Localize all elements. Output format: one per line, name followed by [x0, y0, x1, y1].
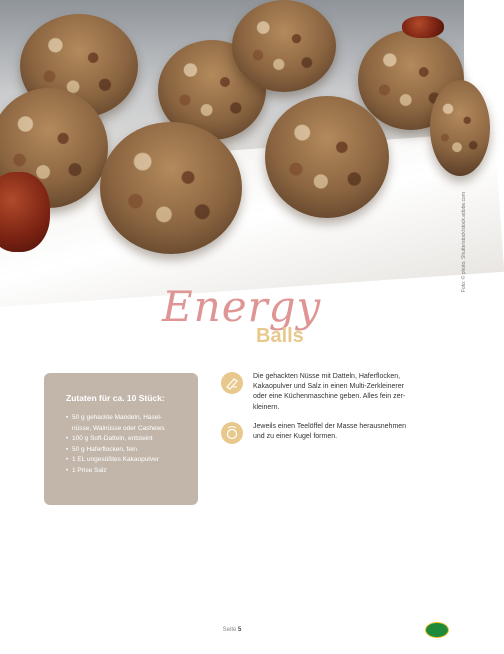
date-fruit	[0, 172, 50, 252]
ingredients-heading: Zutaten für ca. 10 Stück:	[66, 393, 165, 403]
photo-credit: Foto: © photo: Shutterstock/stock.adobe.com	[461, 192, 467, 293]
title-script: Energy	[162, 282, 322, 331]
step-1-text: Die gehackten Nüsse mit Datteln, Haferflocken, Kakaopulver und Salz in einen Multi-Zerkleinerer oder eine Küchenmaschine geben. Alles fein zer-kleinern.	[253, 373, 406, 411]
ingredients-box	[44, 373, 198, 505]
energy-ball	[100, 122, 242, 254]
title-bold: Balls	[256, 325, 304, 347]
date-fruit	[402, 16, 444, 38]
ingredient-item: • 50 g Haferflocken, fein	[66, 445, 188, 456]
energy-ball	[430, 80, 490, 176]
page-footer	[0, 627, 464, 633]
ingredients-list	[66, 413, 188, 476]
page-label: Seite	[222, 627, 237, 633]
ingredient-item: • 1 EL ungesüßtes Kakaopulver	[66, 455, 188, 466]
chop-icon	[221, 372, 243, 394]
energy-ball	[232, 0, 336, 92]
energy-ball	[265, 96, 389, 218]
brand-logo	[425, 622, 449, 638]
ball-roll-icon	[221, 422, 243, 444]
ingredient-item: • 1 Prise Salz	[66, 466, 188, 477]
ingredient-item: • 50 g gehackte Mandeln, Hasel- nüsse, Walnüsse oder Cashews	[66, 413, 188, 434]
page-number: 5	[238, 627, 242, 633]
hero-photo	[0, 0, 467, 293]
ingredient-item: • 100 g Soft-Datteln, entsteint	[66, 434, 188, 445]
step-2-text: Jeweils einen Teelöffel der Masse herausnehmen und zu einer Kugel formen.	[253, 423, 407, 441]
